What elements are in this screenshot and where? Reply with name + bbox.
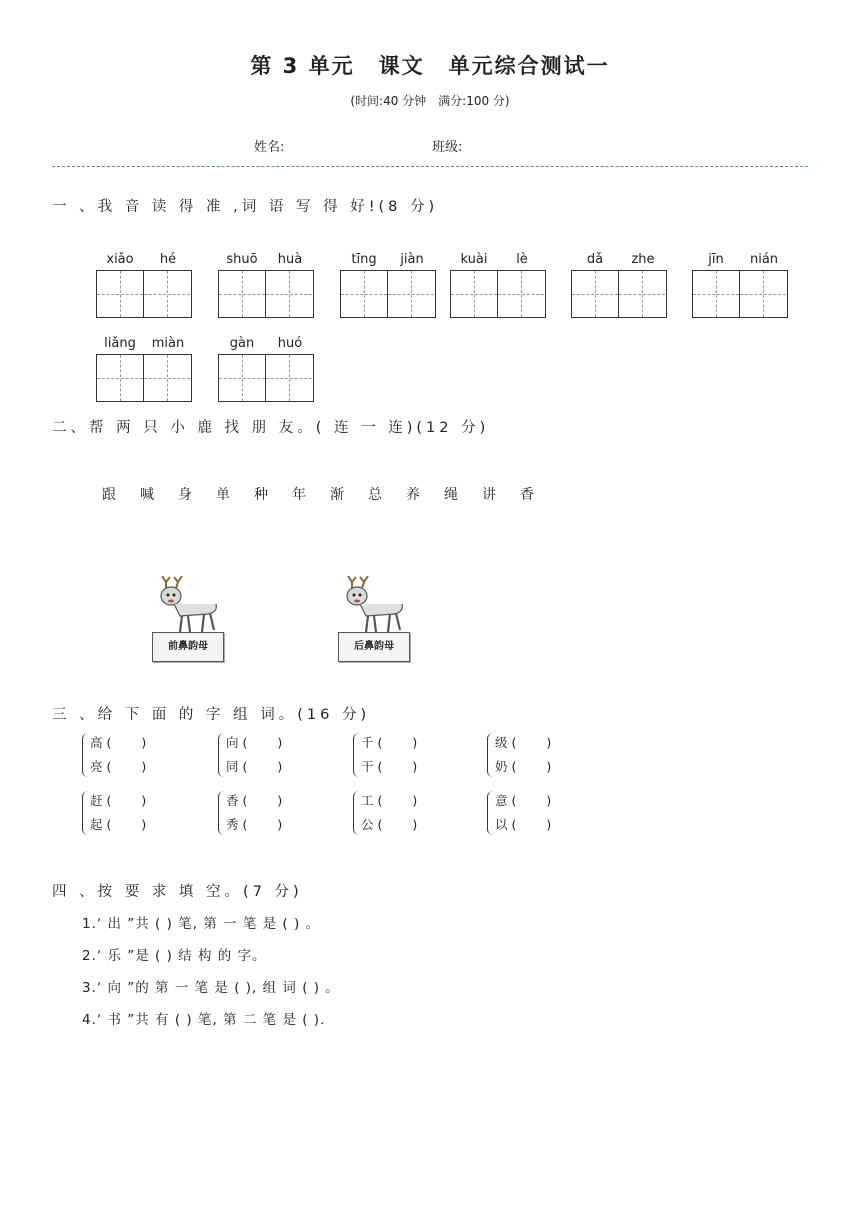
word-grid-8: gàn huó	[218, 336, 314, 402]
deer-icon	[152, 576, 226, 636]
deer-back-nasal[interactable]	[338, 576, 412, 662]
writing-cell[interactable]	[451, 271, 498, 317]
word-pair: 赶 ( ) 起 ( )	[90, 789, 146, 837]
section3-title: 三 、给 下 面 的 字 组 词。(16 分)	[52, 707, 371, 723]
writing-cell[interactable]	[144, 271, 190, 317]
writing-cell[interactable]	[388, 271, 434, 317]
deer-front-nasal[interactable]	[152, 576, 226, 662]
class-label: 班级:	[432, 140, 463, 155]
word-grid-6: jīn nián	[692, 252, 788, 318]
word-pair: 工 ( ) 公 ( )	[361, 789, 417, 837]
word-pair: 级 ( ) 奶 ( )	[495, 731, 551, 779]
writing-cell[interactable]	[498, 271, 544, 317]
section1-title: 一 、我 音 读 得 准 ,词 语 写 得 好!(8 分)	[52, 199, 439, 215]
writing-cell[interactable]	[97, 271, 144, 317]
word-grid-2: shuō huà	[218, 252, 314, 318]
name-label: 姓名:	[254, 140, 285, 155]
word-grid-3: tīng jiàn	[340, 252, 436, 318]
char-item[interactable]: 养	[406, 487, 420, 503]
writing-cell[interactable]	[572, 271, 619, 317]
char-item[interactable]: 讲	[482, 487, 496, 503]
word-pair: 向 ( ) 同 ( )	[226, 731, 282, 779]
char-item[interactable]: 香	[520, 487, 534, 503]
writing-cell[interactable]	[693, 271, 740, 317]
word-grid-1: xiǎo hé	[96, 252, 192, 318]
section4-title: 四 、按 要 求 填 空。(7 分)	[52, 884, 303, 900]
char-item[interactable]: 跟	[102, 487, 116, 503]
time-limit: (时间:40 分钟	[350, 94, 427, 108]
writing-cell[interactable]	[341, 271, 388, 317]
char-item[interactable]: 渐	[330, 487, 344, 503]
word-pair: 高 ( ) 亮 ( )	[90, 731, 146, 779]
writing-cell[interactable]	[97, 355, 144, 401]
char-item[interactable]: 总	[368, 487, 382, 503]
full-score: 满分:100 分)	[438, 94, 510, 108]
writing-cell[interactable]	[219, 271, 266, 317]
char-item[interactable]: 年	[292, 487, 306, 503]
word-pair: 意 ( ) 以 ( )	[495, 789, 551, 837]
writing-cell[interactable]	[619, 271, 665, 317]
char-item[interactable]: 种	[254, 487, 268, 503]
writing-cell[interactable]	[740, 271, 786, 317]
exam-info	[0, 92, 860, 109]
word-grid-4: kuài lè	[450, 252, 546, 318]
dashed-divider	[52, 166, 808, 167]
character-list	[90, 484, 546, 504]
deer-sign: 后鼻韵母	[338, 632, 410, 662]
char-item[interactable]: 单	[216, 487, 230, 503]
question-3: 3.‘ 向 ”的 第 一 笔 是 ( ), 组 词 ( ) 。	[82, 980, 340, 996]
deer-sign: 前鼻韵母	[152, 632, 224, 662]
word-grid-5: dǎ zhe	[571, 252, 667, 318]
char-item[interactable]: 身	[178, 487, 192, 503]
question-4: 4.‘ 书 ”共 有 ( ) 笔, 第 二 笔 是 ( ).	[82, 1012, 326, 1028]
writing-cell[interactable]	[266, 271, 312, 317]
question-2: 2.‘ 乐 ”是 ( ) 结 构 的 字。	[82, 948, 267, 964]
writing-cell[interactable]	[266, 355, 312, 401]
page-title: 第 3 单元 课文 单元综合测试一	[250, 54, 610, 78]
writing-cell[interactable]	[219, 355, 266, 401]
char-item[interactable]: 绳	[444, 487, 458, 503]
question-1: 1.‘ 出 ”共 ( ) 笔, 第 一 笔 是 ( ) 。	[82, 916, 321, 932]
char-item[interactable]: 喊	[140, 487, 154, 503]
word-pair: 香 ( ) 秀 ( )	[226, 789, 282, 837]
deer-icon	[338, 576, 412, 636]
word-pair: 千 ( ) 干 ( )	[361, 731, 417, 779]
writing-cell[interactable]	[144, 355, 190, 401]
section2-title: 二、帮 两 只 小 鹿 找 朋 友。( 连 一 连)(12 分)	[52, 420, 490, 436]
word-grid-7: liǎng miàn	[96, 336, 192, 402]
